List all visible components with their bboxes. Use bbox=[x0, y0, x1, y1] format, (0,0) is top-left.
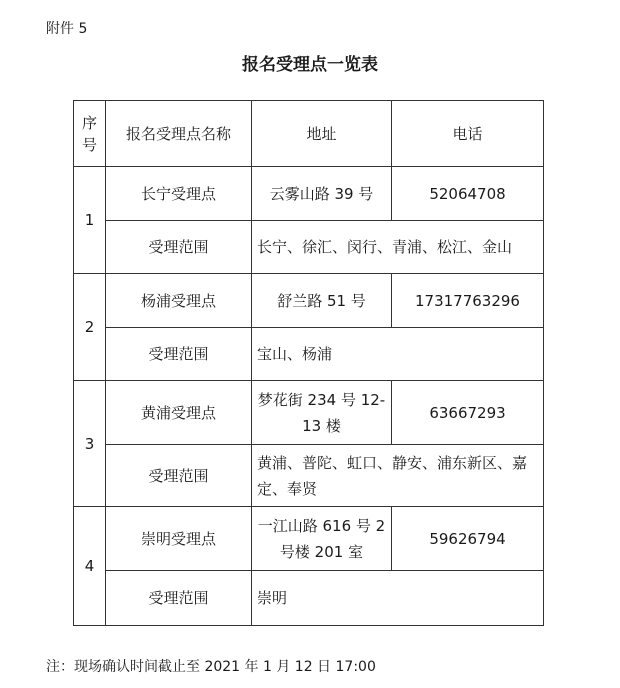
site-name: 崇明受理点 bbox=[106, 507, 252, 571]
row-seq: 3 bbox=[74, 381, 106, 507]
table-row bbox=[74, 167, 544, 221]
scope-value: 宝山、杨浦 bbox=[252, 328, 544, 381]
site-phone: 59626794 bbox=[392, 507, 544, 571]
enrollment-table bbox=[73, 100, 544, 626]
table-row-scope bbox=[74, 328, 544, 381]
page-title: 报名受理点一览表 bbox=[242, 55, 378, 75]
site-address: 一江山路 616 号 2 号楼 201 室 bbox=[252, 507, 392, 571]
header-phone: 电话 bbox=[392, 101, 544, 167]
table-row-scope bbox=[74, 221, 544, 274]
table-row bbox=[74, 274, 544, 328]
table-row-scope bbox=[74, 571, 544, 626]
scope-value: 长宁、徐汇、闵行、青浦、松江、金山 bbox=[252, 221, 544, 274]
header-address: 地址 bbox=[252, 101, 392, 167]
row-seq: 1 bbox=[74, 167, 106, 274]
table-row-scope bbox=[74, 445, 544, 507]
site-name: 杨浦受理点 bbox=[106, 274, 252, 328]
table-row bbox=[74, 507, 544, 571]
site-phone: 17317763296 bbox=[392, 274, 544, 328]
site-address: 舒兰路 51 号 bbox=[252, 274, 392, 328]
header-seq: 序号 bbox=[74, 101, 106, 167]
scope-label: 受理范围 bbox=[106, 221, 252, 274]
row-seq: 2 bbox=[74, 274, 106, 381]
table-header-row bbox=[74, 101, 544, 167]
site-address: 云雾山路 39 号 bbox=[252, 167, 392, 221]
row-seq: 4 bbox=[74, 507, 106, 626]
site-address: 梦花街 234 号 12-13 楼 bbox=[252, 381, 392, 445]
site-name: 长宁受理点 bbox=[106, 167, 252, 221]
site-name: 黄浦受理点 bbox=[106, 381, 252, 445]
footnote: 注：现场确认时间截止至 2021 年 1 月 12 日 17:00 bbox=[46, 659, 376, 675]
scope-value: 崇明 bbox=[252, 571, 544, 626]
table-row bbox=[74, 381, 544, 445]
site-phone: 63667293 bbox=[392, 381, 544, 445]
header-name: 报名受理点名称 bbox=[106, 101, 252, 167]
site-phone: 52064708 bbox=[392, 167, 544, 221]
attachment-label: 附件 5 bbox=[46, 21, 88, 37]
scope-label: 受理范围 bbox=[106, 445, 252, 507]
scope-value: 黄浦、普陀、虹口、静安、浦东新区、嘉定、奉贤 bbox=[252, 445, 544, 507]
scope-label: 受理范围 bbox=[106, 571, 252, 626]
scope-label: 受理范围 bbox=[106, 328, 252, 381]
